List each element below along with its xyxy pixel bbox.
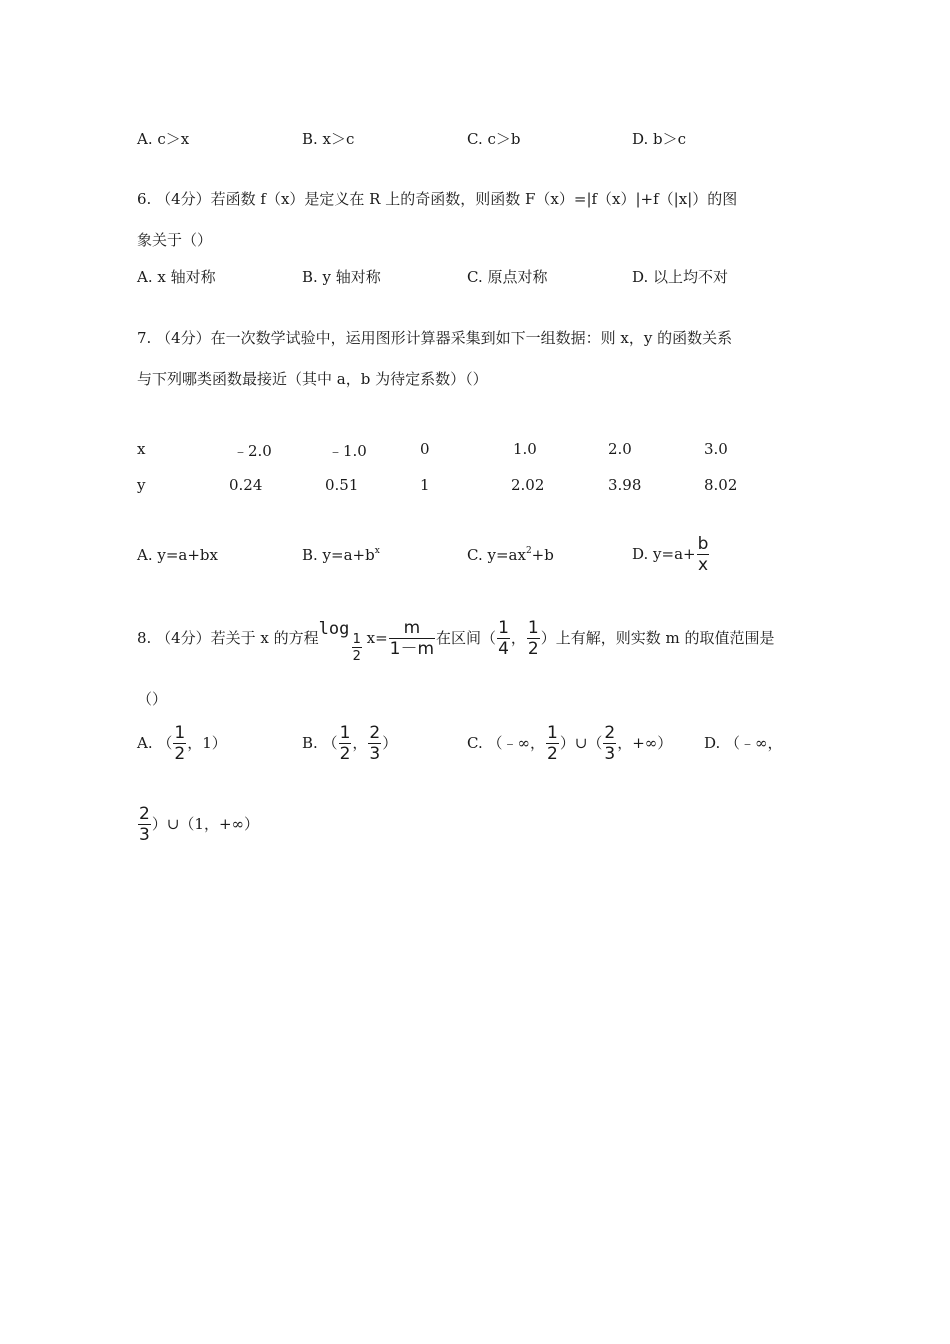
table-y-cell: 3.98 (608, 476, 642, 494)
q7-stem-line2: 与下列哪类函数最接近（其中 a，b 为待定系数）（） (137, 370, 488, 388)
q7-option-b: B. $y=a+b^x$ (302, 546, 380, 564)
q7-stem-line1: 7. （4分）在一次数学试验中，运用图形计算器采集到如下一组数据：则 x，y 的函数关系 (137, 329, 733, 347)
q8-option-b: B. （ $\frac{1}{2}$ ， $\frac{2}{3}$ ） (302, 723, 398, 764)
q8-option-d: $\frac{2}{3}$ ）∪（1，+∞） (139, 804, 260, 845)
table-x-cell: 2.0 (608, 440, 632, 458)
q5-option-c: C. c＞b (467, 130, 521, 148)
table-y-cell: 8.02 (704, 476, 738, 494)
table-y-cell: 0.24 (229, 476, 263, 494)
q6-option-c: C. 原点对称 (467, 268, 548, 286)
q6-stem-line2: 象关于（） (137, 231, 213, 249)
table-x-cell: ﹣1.0 (328, 442, 367, 460)
q8-option-c: C. （﹣∞， $\frac{1}{2}$ ）∪（ $\frac{2}{3}$ ，+∞） (467, 723, 673, 764)
q7-option-d: D. y=a+ $\frac{b}{x}$ (632, 534, 709, 575)
fraction-m-over-1-minus-m: $\frac{m}{1-m}$ (389, 618, 435, 659)
q8-stem-line1: 8. （4分）若关于 x 的方程 log $\frac{1}{2}$ x= $\frac{m}{1-m}$ 在区间（ $\frac{1}{4}$ ， $\frac{1}{2}$ ）上有解，则实数 m 的取值范围是 (137, 618, 775, 664)
q6-stem-line1: 6. （4分）若函数 f（x）是定义在 R 上的奇函数，则函数 F（x）=|f（x）|+f（|x|）的图 (137, 190, 738, 208)
q8-option-d-label: D. （﹣∞， (704, 734, 783, 752)
q5-option-a: A. c＞x (137, 130, 190, 148)
q5-option-b: B. x＞c (302, 130, 355, 148)
table-y-cell: 0.51 (325, 476, 359, 494)
q6-option-d: D. 以上均不对 (632, 268, 729, 286)
table-y-cell: 1 (420, 476, 430, 494)
q5-option-d: D. b＞c (632, 130, 687, 148)
q8-option-a: A. （ $\frac{1}{2}$ ，1） (137, 723, 227, 764)
fraction-b-over-x: $\frac{b}{x}$ (697, 534, 709, 575)
log-base-half: log $\frac{1}{2}$ (318, 619, 361, 664)
q6-option-b: B. y 轴对称 (302, 268, 381, 286)
q7-option-a: A. y=a+bx (137, 546, 218, 564)
table-x-cell: ﹣2.0 (233, 442, 272, 460)
fraction-one-quarter: $\frac{1}{4}$ (498, 618, 509, 659)
q8-stem-line2: （） (137, 690, 168, 708)
fraction-one-half: $\frac{1}{2}$ (527, 618, 539, 659)
table-y-label: y (137, 476, 146, 494)
table-x-cell: 3.0 (704, 440, 728, 458)
q7-option-c: C. $y=ax^2+b$ (467, 546, 554, 564)
table-y-cell: 2.02 (511, 476, 545, 494)
q6-option-a: A. x 轴对称 (137, 268, 216, 286)
table-x-cell: 0 (420, 440, 430, 458)
table-x-cell: 1.0 (513, 440, 537, 458)
table-x-label: x (137, 440, 146, 458)
